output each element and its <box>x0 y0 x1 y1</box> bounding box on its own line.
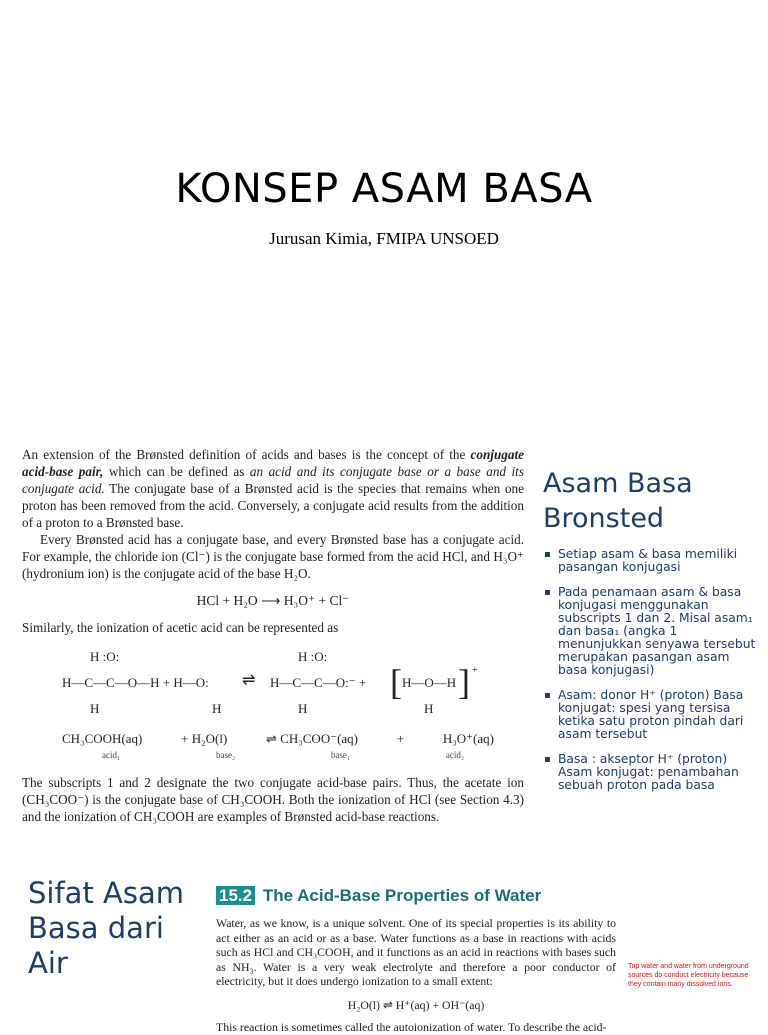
equilibrium-arrow: ⇌ <box>242 672 256 689</box>
equation-autoionization: H₂O(l) ⇌ H⁺(aq) + OH⁻(aq) <box>347 997 485 1012</box>
eq-label: acid₁ <box>102 750 121 760</box>
lewis-text: H—C—C—O:⁻ + <box>270 675 367 690</box>
lewis-structure-equation <box>22 642 524 726</box>
bracket-right: ] <box>458 662 470 702</box>
water-slide <box>0 856 768 1034</box>
equation-hcl: HCl + H₂O ⟶ H₃O⁺ + Cl⁻ <box>196 593 350 608</box>
body-paragraph-cut: This reaction is sometimes called the autoionization of water. To describe the acid- <box>216 1020 607 1034</box>
text-span: which can be defined as <box>103 464 250 479</box>
eq-label: base₁ <box>330 750 351 760</box>
bullet-item: ▪ Pada penamaan asam & basa konjugasi menggunakan subscripts 1 dan 2. Misal asam₁ dan basa₁ (angka 1 menunjukkan senyawa tersebut merupakan pasangan asam basa konjugasi) <box>544 586 758 677</box>
textbook-excerpt <box>216 916 616 1035</box>
section-heading-text: The Acid-Base Properties of Water <box>262 886 542 905</box>
lewis-text: H <box>424 701 434 716</box>
term-bold: conjugate acid-base pair, <box>22 447 524 479</box>
eq-term: + H₂O(l) <box>181 731 228 746</box>
equation-acetic <box>22 730 524 747</box>
lewis-text: H—O—H <box>402 675 457 690</box>
lewis-text: H :O: <box>298 649 328 664</box>
textbook-section-heading <box>216 886 541 906</box>
lewis-text: H :O: <box>90 649 120 664</box>
lewis-text: H <box>90 701 100 716</box>
eq-label: acid₂ <box>445 750 464 760</box>
slide-title: KONSEP ASAM BASA <box>175 166 593 212</box>
eq-term: + <box>396 731 405 746</box>
charge-plus: + <box>472 665 478 676</box>
section-number: 15.2 <box>216 886 255 905</box>
book-paragraph-1 <box>22 446 524 531</box>
bronsted-slide <box>0 426 768 856</box>
term-italic: an acid and its conjugate base or a base and its conjugate acid. <box>22 464 524 496</box>
eq-term: CH₃COOH(aq) <box>62 731 143 746</box>
book-paragraph-4: The subscripts 1 and 2 designate the two conjugate acid-base pairs. Thus, the acetate ion (CH₃COO⁻) is the conjugate base of CH₃COOH. Both the ionization of HCl (see Section 4.3) and the ionization of CH₃COOH are examples of Brønsted acid-base reactions. <box>22 775 524 824</box>
bullet-item: ▪ Setiap asam & basa memiliki pasangan konjugasi <box>544 548 758 574</box>
lewis-text: H <box>298 701 308 716</box>
slide-subtitle: Jurusan Kimia, FMIPA UNSOED <box>269 229 499 248</box>
eq-label: base₂ <box>215 750 236 760</box>
bracket-left: [ <box>390 662 402 702</box>
text-span: An extension of the Brønsted definition of acids and bases is the concept of the <box>22 447 471 462</box>
margin-note: Tap water and water from underground sources do conduct electricity because they contain many dissolved ions. <box>628 963 749 988</box>
section-title: Asam Basa Bronsted <box>543 468 693 534</box>
bullet-item: ▪ Asam: donor H⁺ (proton) Basa konjugat: spesi yang tersisa ketika satu proton pindah dari asam tersebut <box>544 689 758 741</box>
book-paragraph-2: Every Brønsted acid has a conjugate base, and every Brønsted base has a conjugate acid. For example, the chloride ion (Cl⁻) is the conjugate base formed from the acid HCl, and H₃O⁺ (hydronium ion) is the conjugate acid of the base H₂O. <box>22 532 524 581</box>
title-slide <box>0 0 768 426</box>
text-span: The conjugate base of a Brønsted acid is the species that remains when one proton has been removed from the acid. Conversely, a conjugate acid results from the addition of a proton to a Brønsted base. <box>22 481 524 530</box>
section-title: Sifat Asam Basa dari Air <box>28 876 185 980</box>
bullet-list <box>544 548 758 804</box>
body-paragraph: Water, as we know, is a unique solvent. One of its special properties is its ability to act either as an acid or as a base. Water functions as a base in reactions with acids such as HCl and CH₃COOH, and it functions as an acid in reactions with bases such as NH₃. Water is a very weak electrolyte and therefore a poor conductor of electricity, but it does undergo ionization to a small extent: <box>216 916 616 988</box>
lewis-text: H <box>212 701 222 716</box>
eq-term: H₃O⁺(aq) <box>442 731 494 746</box>
equation-labels <box>22 747 524 764</box>
lewis-text: H—C—C—O—H + H—O: <box>62 675 209 690</box>
bullet-item: ▪ Basa : akseptor H⁺ (proton) Asam konjugat: penambahan sebuah proton pada basa <box>544 753 758 792</box>
book-paragraph-3: Similarly, the ionization of acetic acid can be represented as <box>22 620 339 635</box>
eq-term: ⇌ CH₃COO⁻(aq) <box>266 731 359 746</box>
textbook-excerpt <box>22 446 524 825</box>
